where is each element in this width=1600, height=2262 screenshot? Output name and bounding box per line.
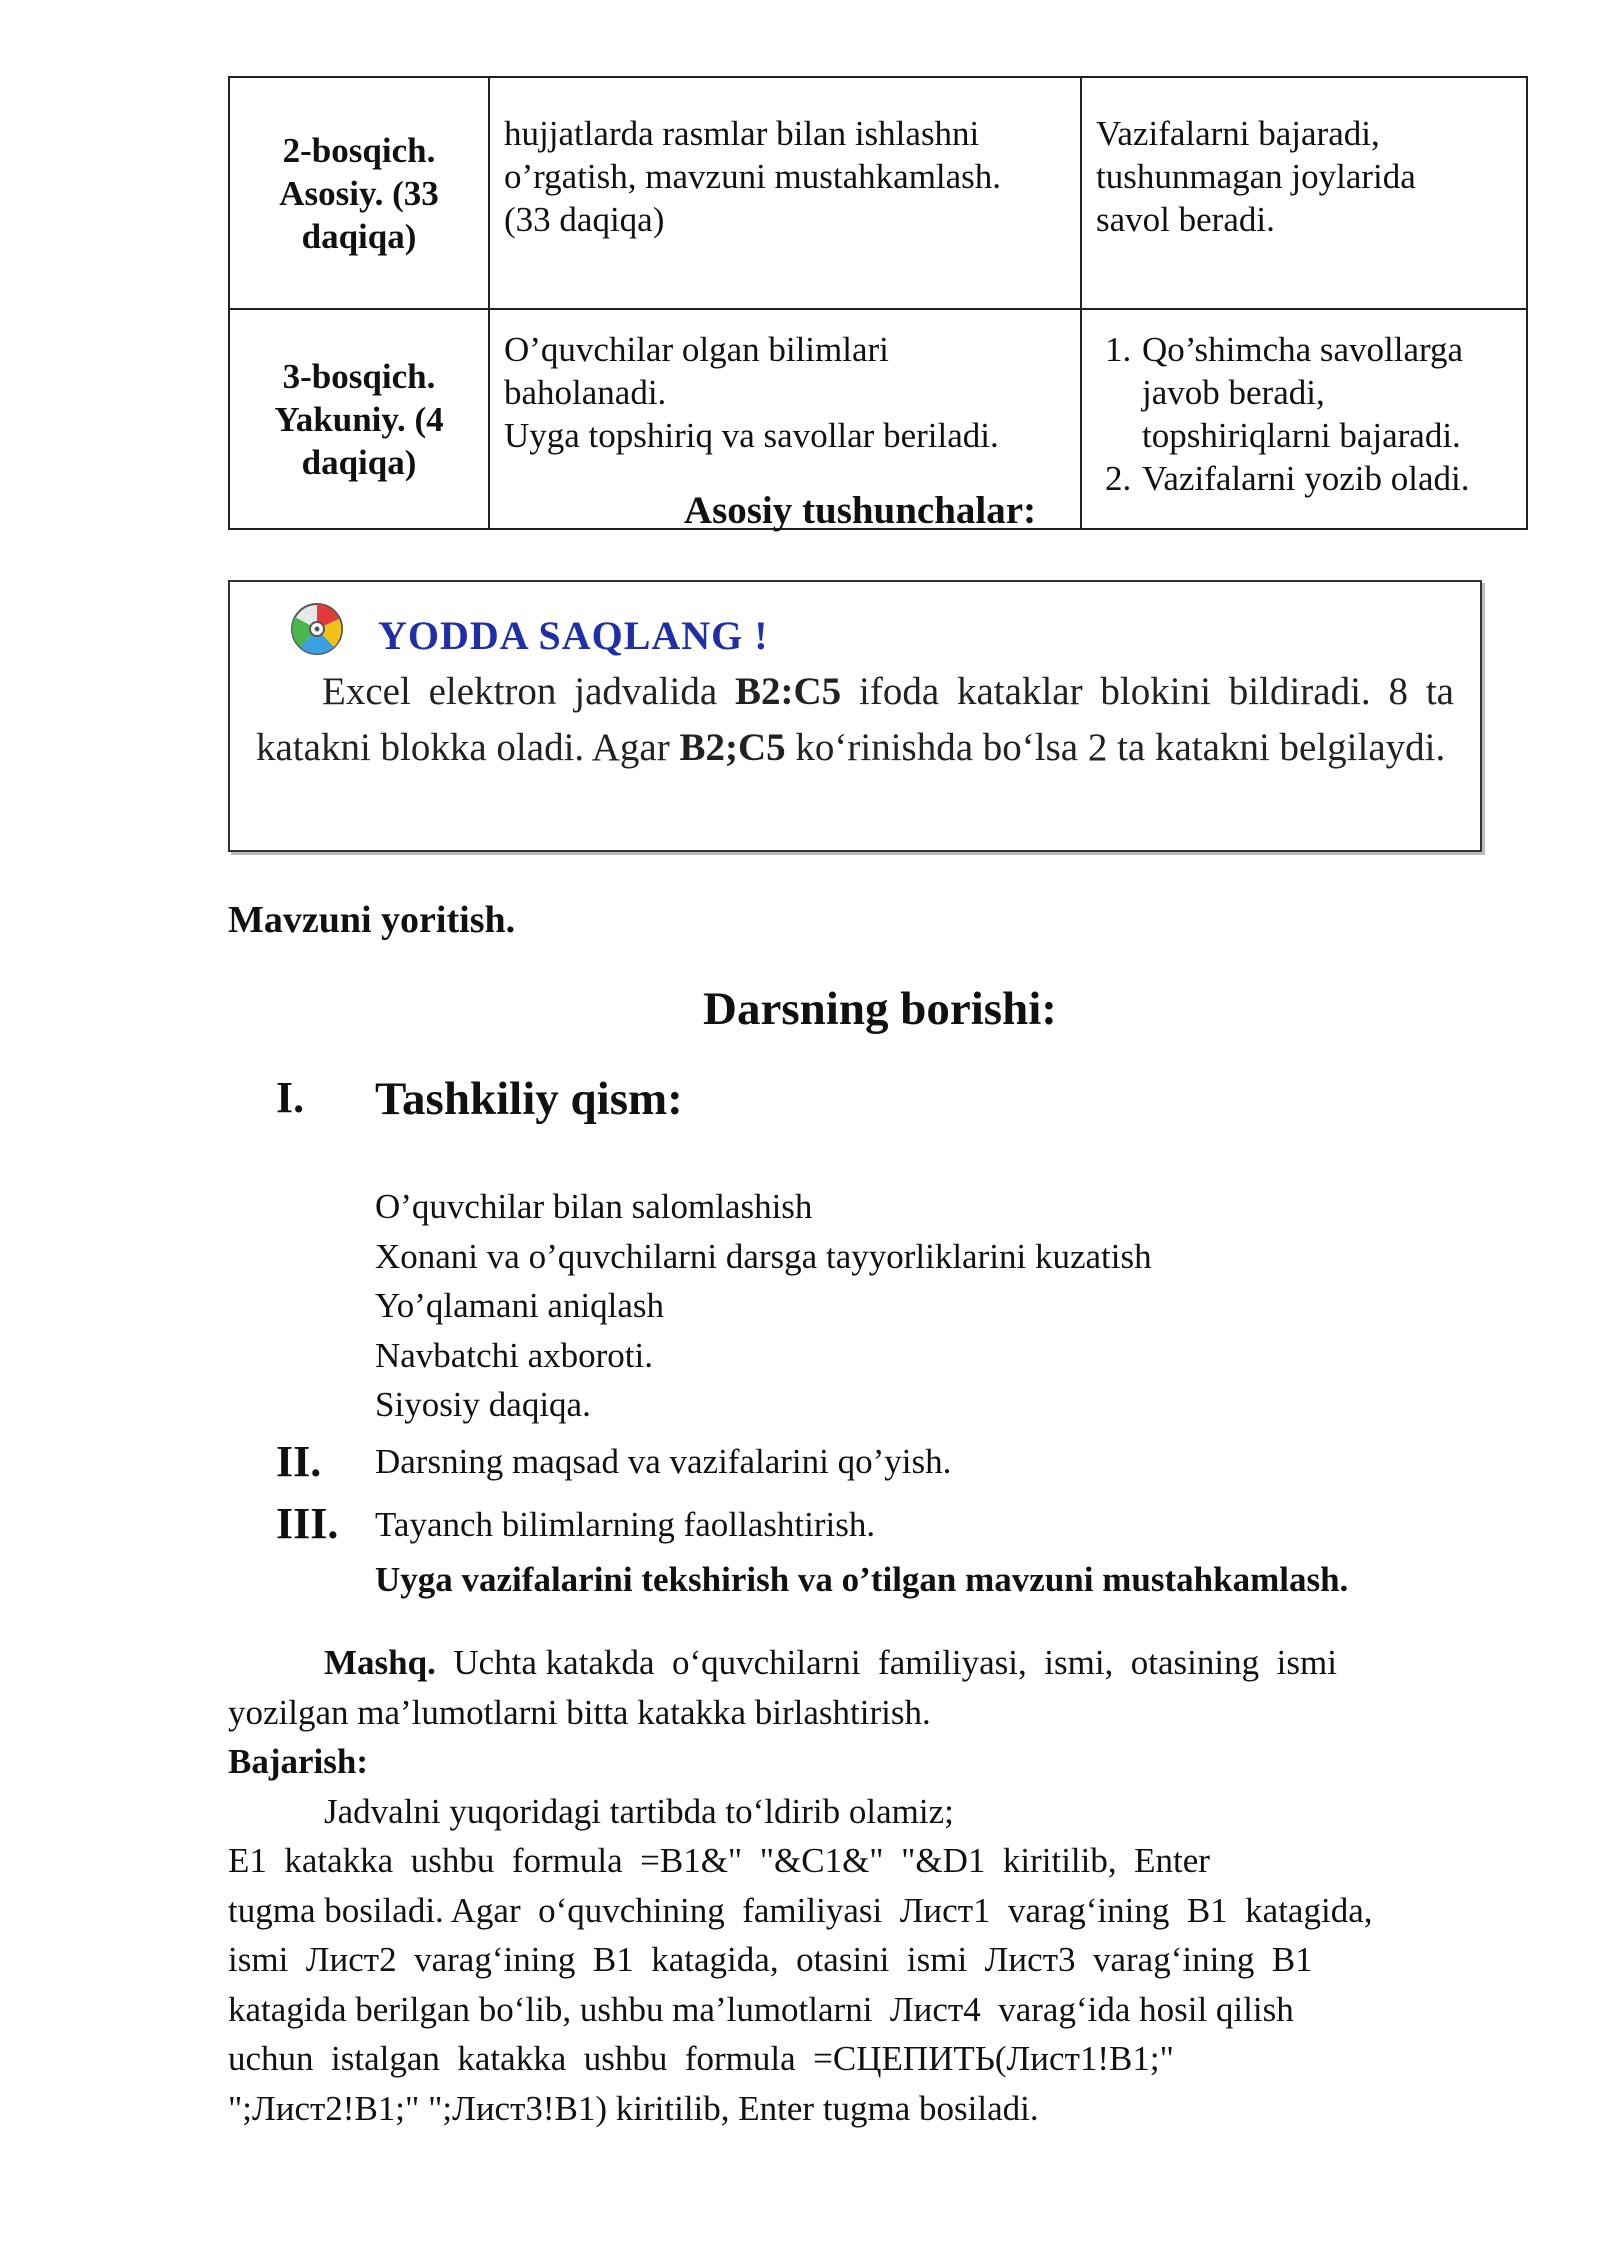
roman-numeral-i: I. <box>276 1073 305 1122</box>
stage-line: 2-bosqich. <box>282 130 436 170</box>
mavzu-heading: Mavzuni yoritish. <box>228 899 516 941</box>
solution-line: ";Лист2!B1;" ";Лист3!B1) kiritilib, Enter tugma bosiladi. <box>228 2088 1039 2128</box>
solution-label: Bajarish: <box>228 1742 368 1781</box>
activity-line: topshiriqlarni bajaradi. <box>1142 416 1461 455</box>
list-item: Siyosiy daqiqa. <box>375 1385 591 1424</box>
exercise-text: Uchta katakda o‘quvchilarni familiyasi, ismi, otasining ismi <box>435 1643 1337 1682</box>
activity-list <box>1096 328 1512 500</box>
stage-line: daqiqa) <box>301 442 417 482</box>
activity-line: 2. Vazifalarni yozib oladi. <box>1142 459 1470 498</box>
activity-line: savol beradi. <box>1096 200 1275 239</box>
list-item <box>1140 328 1512 457</box>
disc-icon <box>290 602 344 656</box>
exercise-label: Mashq. <box>324 1643 436 1682</box>
stage-line: 3-bosqich. <box>282 356 436 396</box>
description-line: Uyga topshiriq va savollar beriladi. <box>504 416 999 455</box>
description-line: hujjatlarda rasmlar bilan ishlashni <box>504 114 980 153</box>
table-row <box>229 77 1527 309</box>
solution-line: katagida berilgan bo‘lib, ushbu ma’lumotlarni Лист4 varag‘ida hosil qilish <box>228 1989 1294 2029</box>
solution-line: Jadvalni yuqoridagi tartibda to‘ldirib olamiz; <box>324 1791 954 1831</box>
description-line: (33 daqiqa) <box>504 200 665 239</box>
description-line: O’quvchilar olgan bilimlari <box>504 330 889 369</box>
darsning-heading: Darsning borishi: <box>703 983 1057 1035</box>
stage-line: Yakuniy. (4 <box>274 399 444 439</box>
activity-line: javob beradi, <box>1142 373 1325 412</box>
range-notation: B2;C5 <box>679 726 786 769</box>
section-iii-text: Tayanch bilimlarning faollashtirish. <box>375 1505 876 1544</box>
solution-line: tugma bosiladi. Agar o‘quvchining familiyasi Лист1 varag‘ining B1 katagida, <box>228 1890 1373 1930</box>
activity-line: Vazifalarni bajaradi, <box>1096 114 1380 153</box>
exercise-paragraph <box>228 1638 1528 1737</box>
list-item: Navbatchi axboroti. <box>375 1335 653 1375</box>
homework-line: Uyga vazifalarini tekshirish va o’tilgan mavzuni mustahkamlash. <box>375 1560 1349 1599</box>
list-item: O’quvchilar bilan salomlashish <box>375 1187 813 1226</box>
description-line: o’rgatish, mavzuni mustahkamlash. <box>504 157 1002 196</box>
roman-numeral-ii: II. <box>276 1437 322 1486</box>
lesson-stages-table <box>228 76 1528 530</box>
remember-box <box>228 580 1482 852</box>
stage-cell <box>229 77 489 309</box>
stage-line: Asosiy. (33 <box>279 173 439 213</box>
solution-paragraph <box>228 1737 1528 2133</box>
remember-text-part: ifoda kataklar blokini bildiradi. 8 ta katakni blokka oladi. Agar <box>256 670 1454 769</box>
list-item: Yo’qlamani aniqlash <box>375 1286 665 1325</box>
remember-text-part: ko‘rinishda bo‘lsa 2 ta katakni belgilaydi. <box>785 726 1446 769</box>
description-cell <box>489 77 1081 309</box>
activity-line: tushunmagan joylarida <box>1096 157 1416 196</box>
description-line: baholanadi. <box>504 373 667 412</box>
section-title: Asosiy tushunchalar: <box>683 489 1037 532</box>
exercise-text: yozilgan ma’lumotlarni bitta katakka birlashtirish. <box>228 1692 931 1732</box>
remember-heading: YODDA SAQLANG ! <box>378 613 769 658</box>
range-notation: B2:C5 <box>735 670 842 713</box>
solution-line: E1 katakka ushbu formula =B1&" "&C1&" "&D1 kiritilib, Enter <box>228 1841 1210 1880</box>
stage-line: daqiqa) <box>301 216 417 256</box>
section-ii-text: Darsning maqsad va vazifalarini qo’yish. <box>375 1442 952 1481</box>
roman-numeral-iii: III. <box>276 1499 339 1548</box>
list-item: Xonani va o’quvchilarni darsga tayyorliklarini kuzatish <box>375 1236 1152 1276</box>
activity-line: 1. Qo’shimcha savollarga <box>1142 330 1464 369</box>
solution-line: uchun istalgan katakka ushbu formula =СЦЕПИТЬ(Лист1!B1;" <box>228 2039 1174 2078</box>
remember-text <box>256 664 1454 776</box>
solution-line: ismi Лист2 varag‘ining B1 katagida, otasini ismi Лист3 varag‘ining B1 <box>228 1940 1313 1979</box>
activity-cell <box>1081 77 1527 309</box>
section-i-title: Tashkiliy qism: <box>375 1073 683 1125</box>
organisation-list <box>375 1182 1152 1430</box>
remember-text-part: Excel elektron jadvalida <box>322 670 736 713</box>
